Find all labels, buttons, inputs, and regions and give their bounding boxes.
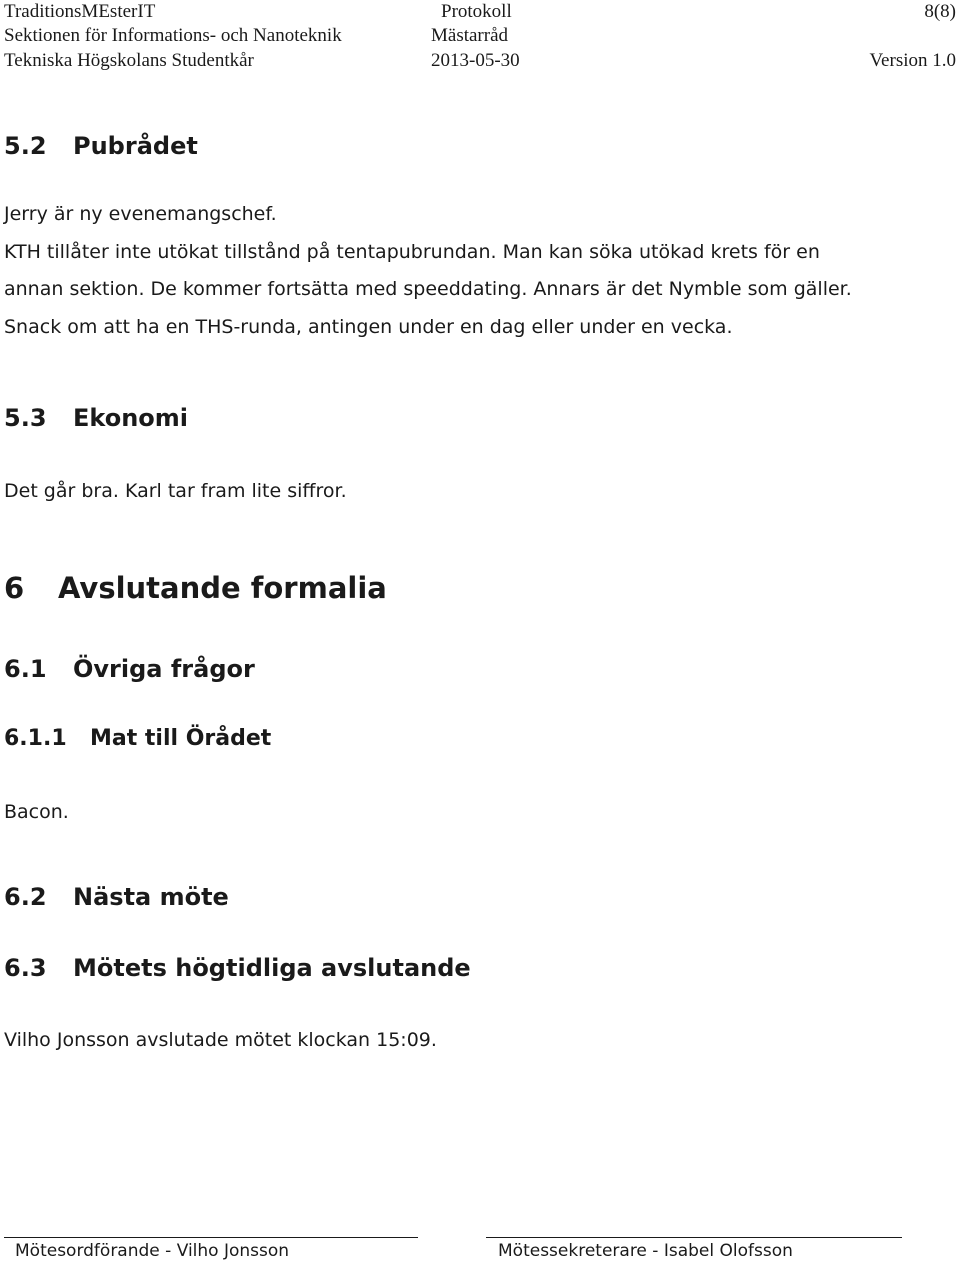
heading-title: Avslutande formalia [58, 571, 387, 605]
heading-6-1-1 [4, 726, 271, 751]
heading-number: 6.1.1 [4, 726, 67, 751]
header-doc-type: Protokoll [441, 1, 512, 22]
heading-6-3 [4, 954, 471, 982]
header-meeting: Mästarråd [431, 25, 509, 46]
heading-title: Mat till Örådet [90, 726, 272, 751]
heading-6-2 [4, 883, 229, 911]
paragraph-pubradet [4, 196, 959, 346]
heading-title: Pubrådet [73, 132, 198, 160]
paragraph-avslutande [4, 1022, 959, 1060]
paragraph-ekonomi [4, 473, 959, 511]
heading-5-3 [4, 404, 188, 432]
heading-5-2 [4, 132, 198, 160]
header-version: Version 1.0 [869, 50, 956, 71]
paragraph-mat [4, 794, 959, 832]
header-page-number: 8(8) [924, 1, 956, 22]
heading-number: 6.1 [4, 655, 47, 683]
paragraph-line: KTH tillåter inte utökat tillstånd på tentapubrundan. Man kan söka utökad krets för en [4, 240, 820, 263]
header-date: 2013-05-30 [431, 50, 520, 71]
heading-title: Övriga frågor [73, 655, 255, 683]
paragraph-line: Det går bra. Karl tar fram lite siffror. [4, 480, 347, 502]
header-section: Sektionen för Informations- och Nanoteknik [4, 25, 342, 46]
paragraph-line: Vilho Jonsson avslutade mötet klockan 15:09. [4, 1029, 437, 1051]
heading-number: 5.2 [4, 132, 47, 160]
heading-number: 5.3 [4, 404, 47, 432]
heading-title: Nästa möte [73, 883, 229, 911]
paragraph-line: Snack om att ha en THS-runda, antingen under en dag eller under en vecka. [4, 315, 733, 338]
signature-secretary: Mötessekreterare - Isabel Olofsson [498, 1241, 793, 1261]
heading-number: 6 [4, 571, 25, 605]
heading-6 [4, 571, 387, 605]
heading-number: 6.2 [4, 883, 47, 911]
header-org-short: TraditionsMEsterIT [4, 1, 156, 22]
heading-title: Ekonomi [73, 404, 189, 432]
heading-number: 6.3 [4, 954, 47, 982]
paragraph-line: Jerry är ny evenemangschef. [4, 203, 277, 225]
paragraph-line: annan sektion. De kommer fortsätta med speeddating. Annars är det Nymble som gäller. [4, 278, 852, 301]
paragraph-line: Bacon. [4, 801, 69, 823]
signature-line-secretary [486, 1237, 902, 1238]
heading-6-1 [4, 655, 255, 683]
signature-chair: Mötesordförande - Vilho Jonsson [15, 1241, 290, 1261]
heading-title: Mötets högtidliga avslutande [73, 954, 471, 982]
header-union: Tekniska Högskolans Studentkår [4, 50, 254, 71]
signature-line-chair [4, 1237, 418, 1238]
